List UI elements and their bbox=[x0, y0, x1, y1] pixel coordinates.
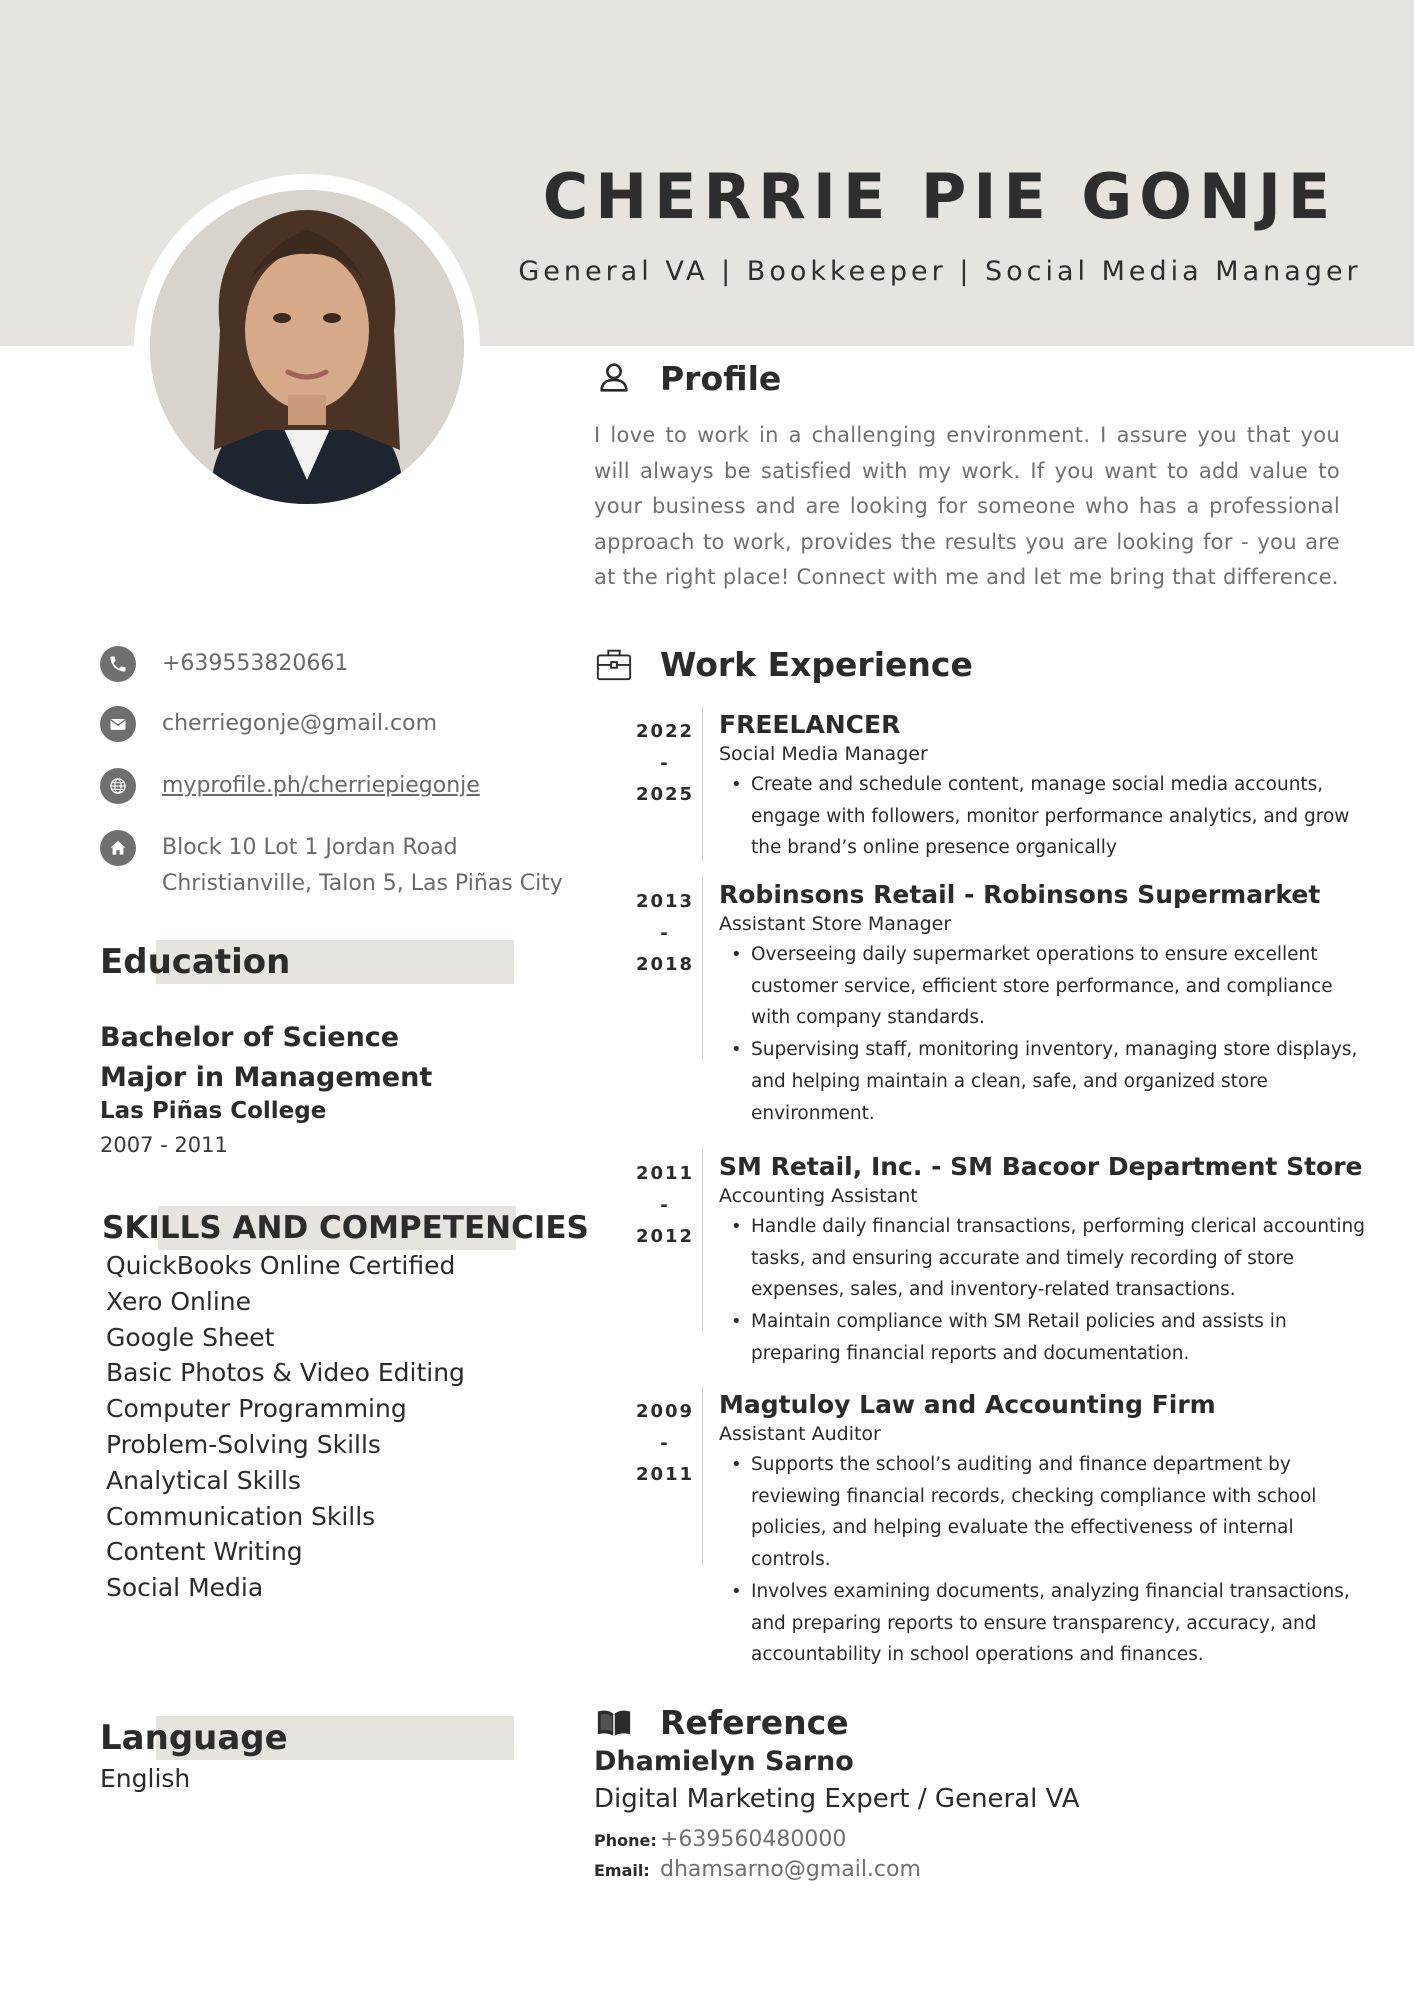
contact-email-row bbox=[100, 706, 437, 742]
contact-address-row bbox=[100, 830, 563, 902]
job-bullet: • Maintain compliance with SM Retail policies and assists in preparing financial reports and documentation. bbox=[719, 1306, 1369, 1369]
job-year-dash: - bbox=[660, 1432, 670, 1454]
education-years: 2007 - 2011 bbox=[100, 1133, 228, 1157]
job-entry-2 bbox=[620, 878, 1380, 1138]
job-role: Accounting Assistant bbox=[719, 1185, 918, 1207]
degree-line-1: Bachelor of Science bbox=[100, 1022, 400, 1053]
skill-item: Content Writing bbox=[106, 1537, 303, 1567]
job-years bbox=[620, 1396, 710, 1491]
job-company: FREELANCER bbox=[719, 710, 901, 739]
language-heading bbox=[100, 1716, 288, 1760]
job-body bbox=[719, 708, 1369, 864]
job-bullets bbox=[719, 939, 1369, 1129]
user-icon bbox=[594, 358, 634, 398]
reference-role: Digital Marketing Expert / General VA bbox=[594, 1784, 1080, 1814]
skill-item: Communication Skills bbox=[106, 1501, 376, 1531]
job-years bbox=[620, 716, 710, 811]
job-bullet: • Involves examining documents, analyzing financial transactions, and preparing reports to ensure transparency, accuracy, and accountability in school operations and finances. bbox=[719, 1576, 1369, 1671]
skill-item: Computer Programming bbox=[106, 1394, 407, 1424]
skill-item: Analytical Skills bbox=[106, 1465, 301, 1495]
job-year-dash: - bbox=[660, 922, 670, 944]
job-start-year: 2022 bbox=[635, 721, 695, 742]
timeline-line bbox=[702, 708, 703, 860]
phone-icon bbox=[100, 646, 136, 682]
contact-phone-row bbox=[100, 646, 348, 682]
job-bullets bbox=[719, 1211, 1369, 1370]
job-bullets bbox=[719, 769, 1369, 864]
job-years bbox=[620, 886, 710, 981]
candidate-subtitle: General VA | Bookkeeper | Social Media Manager bbox=[518, 256, 1362, 287]
job-start-year: 2009 bbox=[635, 1401, 695, 1422]
job-role: Assistant Auditor bbox=[719, 1423, 881, 1445]
skill-item: Social Media bbox=[106, 1573, 264, 1603]
contact-website-link[interactable]: myprofile.ph/cherriepiegonje bbox=[162, 773, 480, 798]
reference-name: Dhamielyn Sarno bbox=[594, 1746, 854, 1777]
profile-photo bbox=[150, 190, 464, 504]
job-bullet: • Supervising staff, monitoring inventory, managing store displays, and helping maintain a clean, safe, and organized store environment. bbox=[719, 1034, 1369, 1129]
reference-email-label: Email: bbox=[594, 1861, 650, 1880]
job-entry-3 bbox=[620, 1150, 1380, 1370]
language-item: English bbox=[100, 1764, 191, 1793]
timeline-line bbox=[702, 878, 703, 1058]
job-company: Robinsons Retail - Robinsons Supermarket bbox=[719, 880, 1321, 909]
skill-item: QuickBooks Online Certified bbox=[106, 1251, 456, 1280]
reference-title: Reference bbox=[660, 1702, 849, 1742]
reference-phone-row bbox=[594, 1827, 846, 1852]
education-heading bbox=[100, 940, 290, 984]
education-school: Las Piñas College bbox=[100, 1098, 327, 1124]
contact-phone: +639553820661 bbox=[162, 651, 349, 676]
book-icon bbox=[594, 1702, 634, 1742]
reference-heading bbox=[594, 1702, 849, 1742]
job-body bbox=[719, 1150, 1369, 1370]
skill-item: Basic Photos & Video Editing bbox=[106, 1358, 465, 1388]
home-icon bbox=[100, 830, 136, 866]
language-title: Language bbox=[100, 1718, 288, 1758]
skills-title: SKILLS AND COMPETENCIES bbox=[102, 1210, 589, 1246]
job-end-year: 2011 bbox=[635, 1464, 695, 1485]
reference-phone-label: Phone: bbox=[594, 1831, 657, 1850]
profile-heading bbox=[594, 358, 781, 398]
reference-email-row bbox=[594, 1857, 921, 1882]
job-bullet: • Supports the school’s auditing and finance department by reviewing financial records, checking compliance with school policies, and helping evaluate the effectiveness of internal controls. bbox=[719, 1449, 1369, 1576]
education-degree bbox=[100, 1018, 432, 1098]
contact-address bbox=[162, 830, 563, 902]
briefcase-icon bbox=[594, 644, 634, 684]
candidate-name: CHERRIE PIE GONJE bbox=[542, 160, 1338, 233]
skill-item: Problem-Solving Skills bbox=[106, 1429, 381, 1459]
job-start-year: 2013 bbox=[635, 891, 695, 912]
job-entry-1 bbox=[620, 708, 1380, 868]
job-body bbox=[719, 1388, 1369, 1671]
globe-icon bbox=[100, 768, 136, 804]
job-end-year: 2025 bbox=[635, 784, 695, 805]
job-entry-4 bbox=[620, 1388, 1380, 1678]
skills-list bbox=[106, 1248, 465, 1606]
contact-website-row bbox=[100, 768, 480, 804]
job-end-year: 2018 bbox=[635, 954, 695, 975]
address-line-1: Block 10 Lot 1 Jordan Road bbox=[162, 835, 458, 860]
job-role: Assistant Store Manager bbox=[719, 913, 952, 935]
job-year-dash: - bbox=[660, 752, 670, 774]
profile-title: Profile bbox=[660, 358, 782, 398]
timeline-line bbox=[702, 1150, 703, 1330]
job-company: SM Retail, Inc. - SM Bacoor Department Store bbox=[719, 1152, 1363, 1181]
job-bullet: • Handle daily financial transactions, performing clerical accounting tasks, and ensuring accurate and timely recording of store expenses, sales, and inventory-related transactions. bbox=[719, 1211, 1369, 1306]
profile-text: I love to work in a challenging environment. I assure you that you will always be satisfied with my work. If you want to add value to your business and are looking for someone who has a professional approach to work, provides the results you are looking for - you are at the right place! Connect with me and let me bring that difference. bbox=[594, 423, 1340, 590]
timeline-line bbox=[702, 1388, 703, 1564]
education-title: Education bbox=[100, 942, 291, 982]
profile-photo-illustration bbox=[150, 190, 464, 504]
reference-phone: +639560480000 bbox=[660, 1827, 847, 1852]
work-title: Work Experience bbox=[660, 644, 973, 684]
mail-icon bbox=[100, 706, 136, 742]
job-company: Magtuloy Law and Accounting Firm bbox=[719, 1390, 1216, 1419]
job-years bbox=[620, 1158, 710, 1253]
reference-email[interactable]: dhamsarno@gmail.com bbox=[660, 1857, 921, 1882]
work-heading bbox=[594, 644, 973, 684]
job-bullet: • Create and schedule content, manage social media accounts, engage with followers, monitor performance analytics, and grow the brand’s online presence organically bbox=[719, 769, 1369, 864]
address-line-2: Christianville, Talon 5, Las Piñas City bbox=[162, 871, 563, 896]
job-year-dash: - bbox=[660, 1194, 670, 1216]
skill-item: Google Sheet bbox=[106, 1322, 275, 1352]
job-bullet: • Overseeing daily supermarket operations to ensure excellent customer service, efficient store performance, and compliance with company standards. bbox=[719, 939, 1369, 1034]
job-role: Social Media Manager bbox=[719, 743, 928, 765]
job-body bbox=[719, 878, 1369, 1129]
job-bullets bbox=[719, 1449, 1369, 1671]
skill-item: Xero Online bbox=[106, 1286, 251, 1316]
job-start-year: 2011 bbox=[635, 1163, 695, 1184]
contact-email[interactable]: cherriegonje@gmail.com bbox=[162, 711, 438, 736]
job-end-year: 2012 bbox=[635, 1226, 695, 1247]
degree-line-2: Major in Management bbox=[100, 1062, 433, 1093]
